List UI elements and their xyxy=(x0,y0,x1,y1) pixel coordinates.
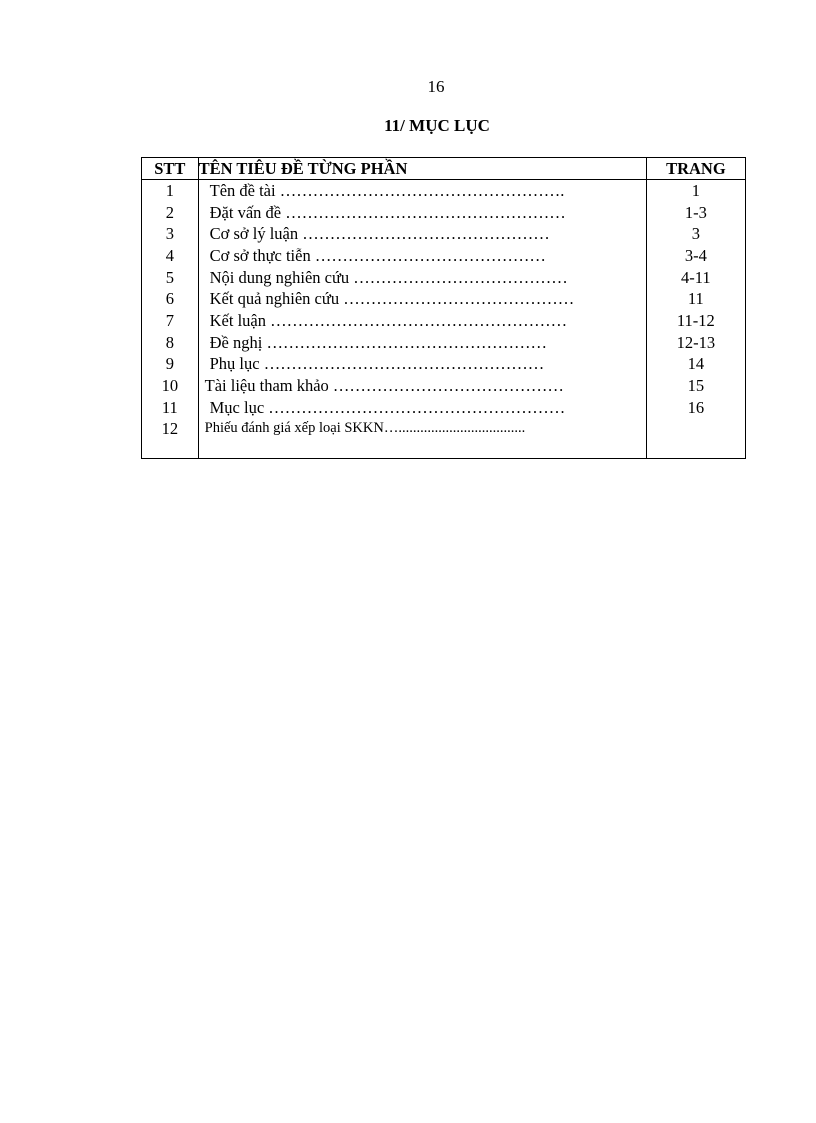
row-stt: 2 xyxy=(142,202,199,224)
row-stt: 11 xyxy=(142,397,199,419)
table-row xyxy=(142,223,746,245)
table-row xyxy=(142,267,746,289)
row-stt: 3 xyxy=(142,223,199,245)
table-row xyxy=(142,288,746,310)
table-header-row xyxy=(142,158,746,180)
header-title: TÊN TIÊU ĐỀ TỪNG PHẦN xyxy=(198,158,646,180)
filler-cell xyxy=(142,440,199,459)
row-page: 3-4 xyxy=(646,245,745,267)
table-row xyxy=(142,375,746,397)
filler-cell xyxy=(646,440,745,459)
row-title: Kết luận ……………………………………………… xyxy=(198,310,646,332)
table-of-contents xyxy=(141,157,746,459)
row-stt: 6 xyxy=(142,288,199,310)
table-row xyxy=(142,353,746,375)
section-title: 11/ MỤC LỤC xyxy=(384,116,490,135)
table-row xyxy=(142,245,746,267)
header-stt: STT xyxy=(142,158,199,180)
row-page: 11-12 xyxy=(646,310,745,332)
row-title: Nội dung nghiên cứu ………………………………… xyxy=(198,267,646,289)
row-stt: 12 xyxy=(142,418,199,440)
row-page: 1-3 xyxy=(646,202,745,224)
table-row xyxy=(142,310,746,332)
row-page: 4-11 xyxy=(646,267,745,289)
row-stt: 10 xyxy=(142,375,199,397)
table-row xyxy=(142,202,746,224)
header-page: TRANG xyxy=(646,158,745,180)
row-stt: 8 xyxy=(142,332,199,354)
table-row xyxy=(142,180,746,202)
page-number: 16 xyxy=(427,77,445,96)
row-title: Kết quả nghiên cứu …………………………………… xyxy=(198,288,646,310)
row-title: Cơ sở thực tiễn …………………………………… xyxy=(198,245,646,267)
row-page: 3 xyxy=(646,223,745,245)
row-title: Phụ lục …………………………………………… xyxy=(198,353,646,375)
row-title: Đề nghị …………………………………………… xyxy=(198,332,646,354)
row-page: 1 xyxy=(646,180,745,202)
table-row xyxy=(142,332,746,354)
row-stt: 5 xyxy=(142,267,199,289)
row-page: 12-13 xyxy=(646,332,745,354)
row-title: Đặt vấn đề …………………………………………… xyxy=(198,202,646,224)
table-row xyxy=(142,397,746,419)
row-page xyxy=(646,418,745,440)
row-title: Phiếu đánh giá xếp loại SKKN…................................... xyxy=(198,418,646,440)
row-stt: 7 xyxy=(142,310,199,332)
row-stt: 4 xyxy=(142,245,199,267)
row-page: 11 xyxy=(646,288,745,310)
row-page: 15 xyxy=(646,375,745,397)
row-title: Tài liệu tham khảo …………………………………… xyxy=(198,375,646,397)
row-title: Cơ sở lý luận ……………………………………… xyxy=(198,223,646,245)
table-filler-row xyxy=(142,440,746,459)
row-page: 16 xyxy=(646,397,745,419)
table-row xyxy=(142,418,746,440)
row-page: 14 xyxy=(646,353,745,375)
row-stt: 1 xyxy=(142,180,199,202)
row-stt: 9 xyxy=(142,353,199,375)
row-title: Tên đề tài ……………………………………………. xyxy=(198,180,646,202)
filler-cell xyxy=(198,440,646,459)
row-title: Mục lục ……………………………………………… xyxy=(198,397,646,419)
